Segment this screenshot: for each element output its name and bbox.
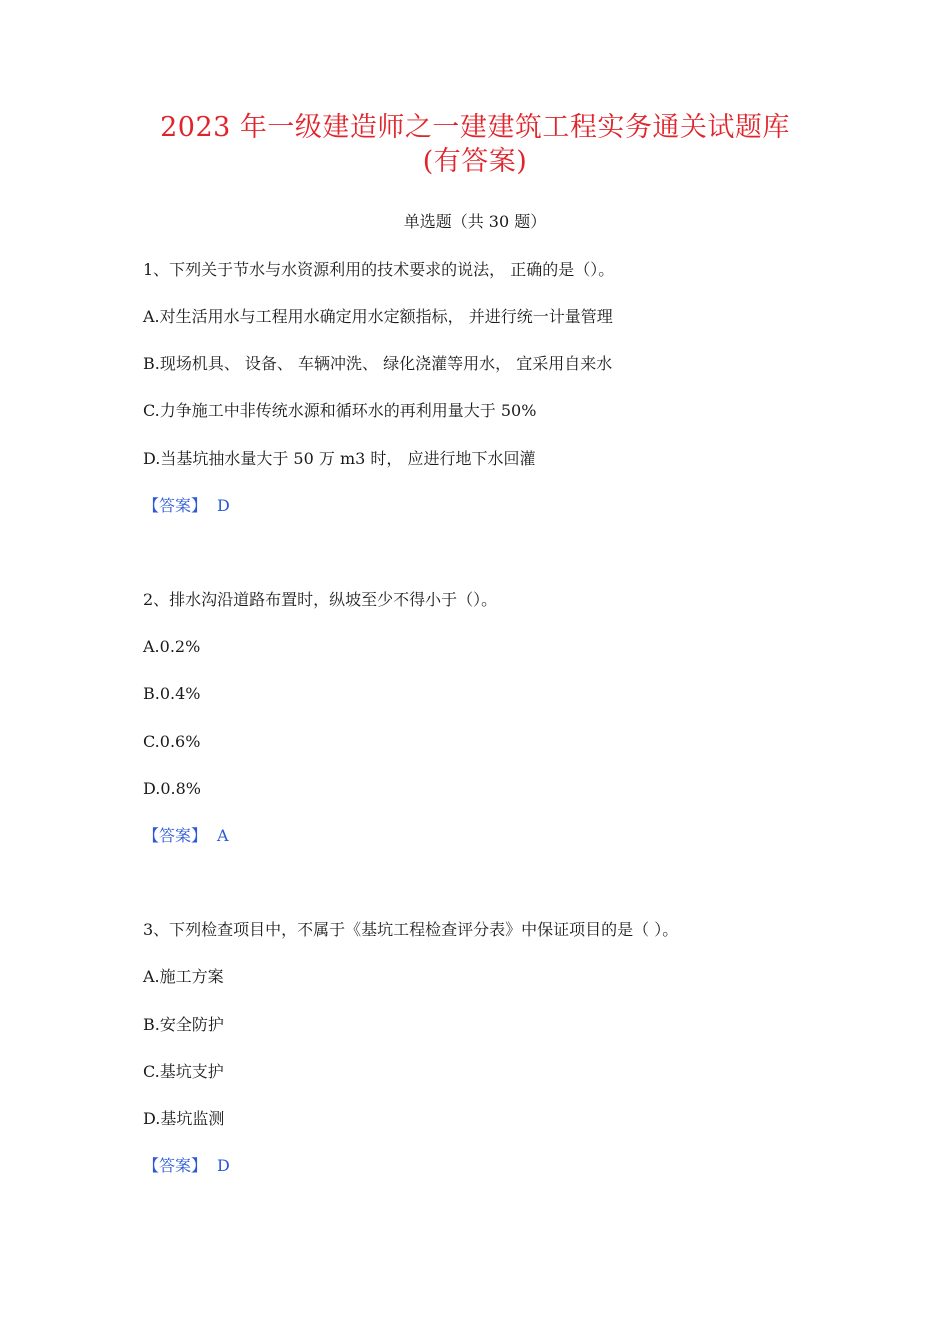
question-3-option-b: B.安全防护 [143,1015,224,1034]
question-1-option-b: B.现场机具、 设备、 车辆冲洗、 绿化浇灌等用水， 宜采用自来水 [143,354,613,373]
question-1-option-c: C.力争施工中非传统水源和循环水的再利用量大于 50% [143,401,537,420]
question-1-answer [143,495,230,517]
answer-value: D [217,496,230,515]
question-2-option-c: C.0.6% [143,732,201,751]
answer-value: D [217,1156,230,1175]
question-2-answer [143,825,229,847]
document-title-line-2: (有答案) [422,146,528,177]
question-2-option-b: B.0.4% [143,684,201,703]
question-1-stem: 1、下列关于节水与水资源利用的技术要求的说法， 正确的是（）。 [143,260,615,279]
question-3-answer [143,1155,230,1177]
question-3-option-d: D.基坑监测 [143,1109,225,1128]
question-3-option-c: C.基坑支护 [143,1062,224,1081]
question-2-option-a: A.0.2% [143,637,201,656]
answer-label: 【答案】 [143,826,208,845]
question-1-option-a: A.对生活用水与工程用水确定用水定额指标， 并进行统一计量管理 [143,307,613,326]
answer-label: 【答案】 [143,1156,208,1175]
section-header: 单选题（共 30 题） [403,212,547,231]
question-2-option-d: D.0.8% [143,779,201,798]
question-3-option-a: A.施工方案 [143,967,224,986]
answer-value: A [217,826,229,845]
answer-label: 【答案】 [143,496,208,515]
question-1-option-d: D.当基坑抽水量大于 50 万 m3 时， 应进行地下水回灌 [143,449,536,468]
document-title-line-1: 2023 年一级建造师之一建建筑工程实务通关试题库 [160,112,790,143]
question-3-stem: 3、下列检查项目中，不属于《基坑工程检查评分表》中保证项目的是（ ）。 [143,920,679,939]
question-2-stem: 2、排水沟沿道路布置时，纵坡至少不得小于（）。 [143,590,498,609]
